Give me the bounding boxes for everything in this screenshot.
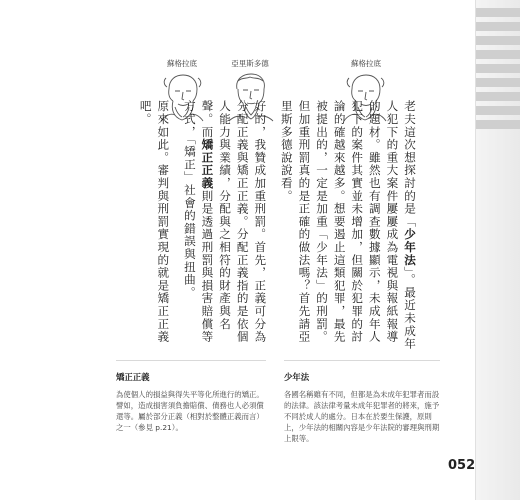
footnote-text: 為使個人的損益與得失平等化所進行的矯正。譬如，造成損害須負擔賠償、債務也人必須償還等。屬於部分正義（相對於整體正義而言）之一（參見 p.21）。: [116, 390, 264, 432]
emphasized-term: 少年法: [403, 228, 417, 267]
page-number: 052: [448, 458, 476, 473]
footnote-title: 矯正正義: [116, 372, 150, 382]
footnote-juvenile-law: [284, 372, 442, 444]
page-edge-tabs: [475, 0, 520, 500]
footnote-text: 各國名稱雖有不同，但都是為未成年犯罪者而設的法律。該法律考量未成年犯罪者的將來，施予不同於成人的處分。日本在於要生保護，原則上，少年法的相關內容是少年法院的審理與刑期上限等。: [284, 390, 440, 443]
dialogue-text: 原來如此。審判與刑罰實現的就是矯正正義吧。: [138, 100, 171, 344]
footnote-rule-right: [284, 360, 440, 361]
dialogue-paragraph: [180, 100, 268, 352]
dialogue-paragraph: [277, 100, 418, 352]
dialogue-text: 」。最近未成年人犯下的重大案件屢屢成為電視與報紙報導的題材。雖然也有調查數據顯示，未成年人犯下的案件其實並未增加，但關於犯罪的討論的確越來越多。想要遏止這類犯罪，最先被提出的，一定是加重「少年法」的刑罰。但加重刑罰真的是正確的做法嗎？首先請亞里斯多德說說看。: [279, 100, 417, 351]
portrait-name-right: 蘇格拉底: [351, 59, 381, 68]
footnote-corrective-justice: [116, 372, 266, 433]
dialogue-body: [138, 100, 418, 352]
portrait-name-center: 亞里斯多德: [231, 59, 269, 68]
footnote-title: 少年法: [284, 372, 310, 382]
footnote-rule-left: [116, 360, 266, 361]
portrait-name-left: 蘇格拉底: [167, 59, 197, 68]
dialogue-text: 老夫這次想探討的是「: [403, 100, 417, 228]
dialogue-text: 好的，我贊成加重刑罰。首先，正義可分為分配正義與矯正正義。分配正義指的是依個人能力與業績，分配與之相符的財產與名聲。而: [200, 100, 268, 344]
emphasized-term: 矯正正義: [200, 138, 215, 190]
dialogue-text: 則是透過刑罰與損害賠償等方式，「矯正」社會的錯誤與扭曲。: [182, 100, 215, 344]
dialogue-paragraph: [136, 100, 171, 352]
